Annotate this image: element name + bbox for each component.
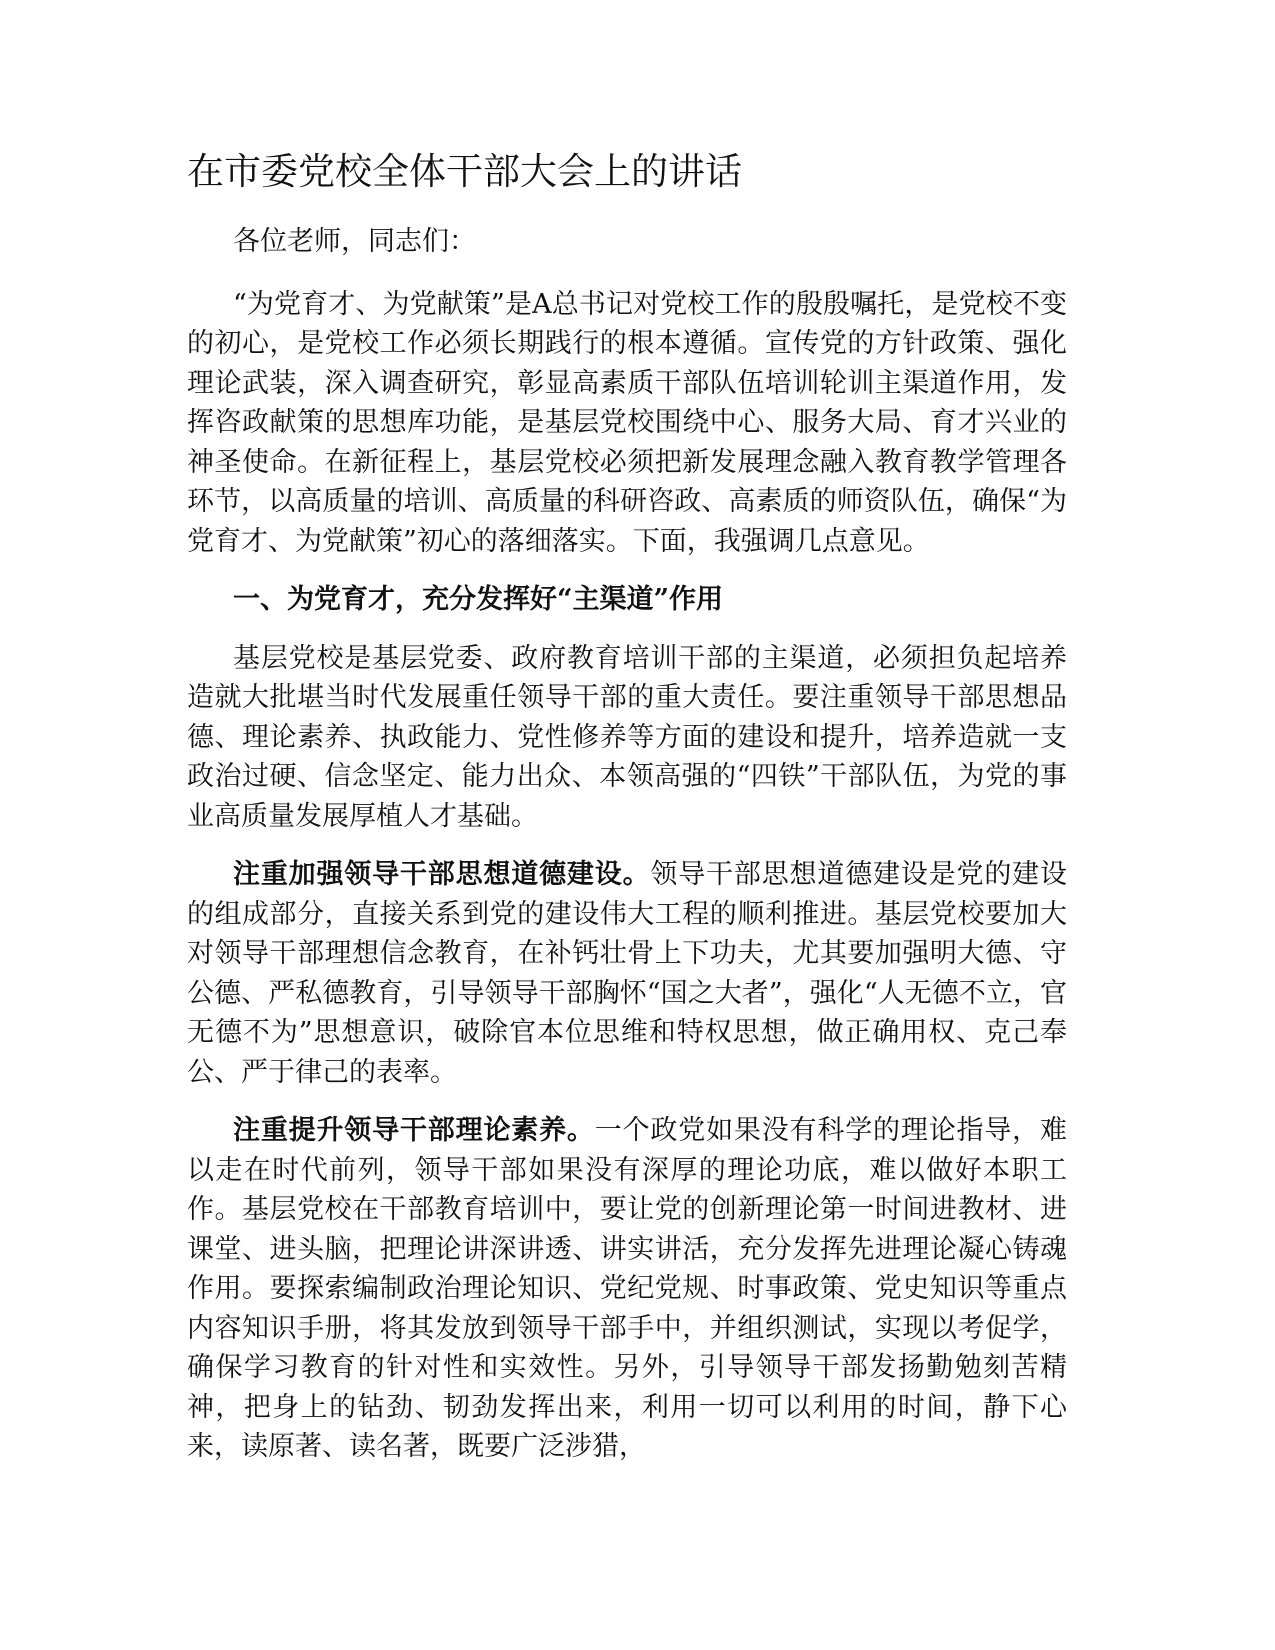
intro-paragraph: “为党育才、为党献策”是A总书记对党校工作的殷殷嘱托，是党校不变的初心，是党校工作必须长期践行的根本遵循。宣传党的方针政策、强化理论武装，深入调查研究，彰显高素质干部队伍培训轮训主渠道作用，发挥咨政献策的思想库功能，是基层党校围绕中心、服务大局、育才兴业的神圣使命。在新征程上，基层党校必须把新发展理念融入教育教学管理各环节，以高质量的培训、高质量的科研咨政、高素质的师资队伍，确保“为党育才、为党献策”初心的落细落实。下面，我强调几点意见。 <box>187 288 1067 557</box>
document-body <box>187 222 1067 1486</box>
point-text: 领导干部思想道德建设是党的建设的组成部分，直接关系到党的建设伟大工程的顺利推进。基层党校要加大对领导干部理想信念教育，在补钙壮骨上下功夫，尤其要加强明大德、守公德、严私德教育，引导领导干部胸怀“国之大者”，强化“人无德不立，官无德不为”思想意识，破除官本位思维和特权思想，做正确用权、克己奉公、严于律己的表率。 <box>187 859 1068 1088</box>
point-text: 一个政党如果没有科学的理论指导，难以走在时代前列，领导干部如果没有深厚的理论功底，难以做好本职工作。基层党校在干部教育培训中，要让党的创新理论第一时间进教材、进课堂、进头脑，把理论讲深讲透、讲实讲活，充分发挥先进理论凝心铸魂作用。要探索编制政治理论知识、党纪党规、时事政策、党史知识等重点内容知识手册，将其发放到领导干部手中，并组织测试，实现以考促学，确保学习教育的针对性和实效性。另外，引导领导干部发扬勤勉刻苦精神，把身上的钻劲、韧劲发挥出来，利用一切可以利用的时间，静下心来，读原著、读名著，既要广泛涉猎， <box>187 1115 1068 1462</box>
point-paragraph <box>187 1111 1067 1467</box>
point-lead: 注重加强领导干部思想道德建设。 <box>233 859 651 890</box>
section-heading: 一、为党育才，充分发挥好“主渠道”作用 <box>233 584 724 615</box>
section-paragraph: 基层党校是基层党委、政府教育培训干部的主渠道，必须担负起培养造就大批堪当时代发展重任领导干部的重大责任。要注重领导干部思想品德、理论素养、执政能力、党性修养等方面的建设和提升，培养造就一支政治过硬、信念坚定、能力出众、本领高强的“四铁”干部队伍，为党的事业高质量发展厚植人才基础。 <box>187 642 1067 832</box>
point-paragraph <box>187 855 1067 1092</box>
salutation: 各位老师，同志们： <box>233 226 476 257</box>
point-lead: 注重提升领导干部理论素养。 <box>233 1115 595 1146</box>
document-title: 在市委党校全体干部大会上的讲话 <box>187 150 742 193</box>
